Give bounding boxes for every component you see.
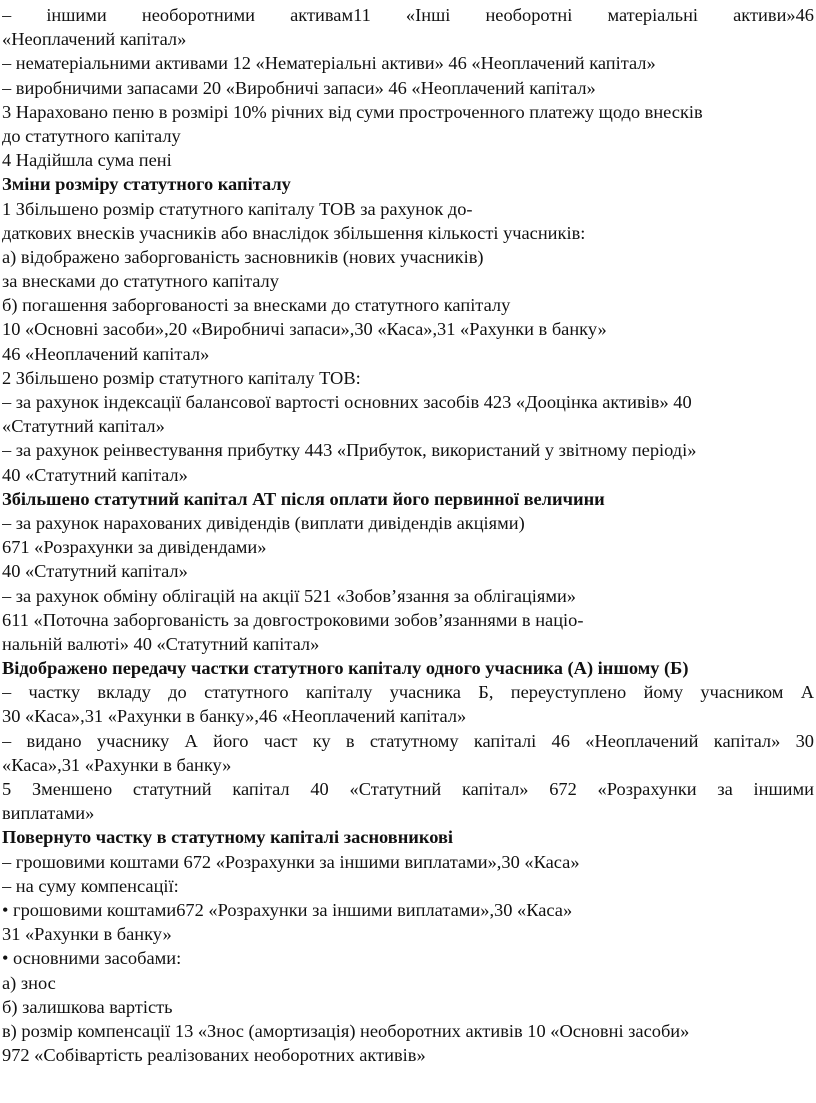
text-line: – за рахунок індексації балансової вартості основних засобів 423 «Дооцінка активів» 40 (2, 392, 692, 412)
text-line: 40 «Статутний капітал» (2, 464, 188, 485)
text-line: 2 Збільшено розмір статутного капіталу ТОВ: (2, 367, 361, 388)
text-line: до статутного капіталу (2, 125, 181, 146)
text-line: б) залишкова вартість (2, 996, 173, 1017)
text-line: 1 Збільшено розмір статутного капіталу ТОВ за рахунок до- (2, 198, 473, 219)
text-line: а) відображено заборгованість засновників (нових учасників) (2, 246, 484, 267)
text-line: – за рахунок нарахованих дивідендів (виплати дивідендів акціями) (2, 512, 525, 533)
text-line: – частку вкладу до статутного капіталу учасника Б, переуступлено йому учасником А (2, 682, 814, 703)
text-line: – нематеріальними активами 12 «Нематеріальні активи» 46 «Неоплачений капітал» (2, 53, 656, 74)
text-line: 46 «Неоплачений капітал» (2, 343, 210, 364)
text-line: за внесками до статутного капіталу (2, 271, 279, 292)
text-line: 30 «Каса»,31 «Рахунки в банку»,46 «Неоплачений капітал» (2, 706, 467, 727)
section-heading: Відображено передачу частки статутного капіталу одного учасника (А) іншому (Б) (2, 658, 689, 679)
text-line: – за рахунок обміну облігацій на акції 521 «Зобов’язання за облігаціями» (2, 585, 576, 606)
section-heading: Повернуто частку в статутному капіталі засновникові (2, 827, 454, 848)
text-line: 3 Нараховано пеню в розмірі 10% річних від суми простроченного платежу щодо внесків (2, 101, 703, 122)
text-line: – виробничими запасами 20 «Виробничі запаси» 46 «Неоплачений капітал» (2, 77, 596, 98)
document-page (2, 3, 814, 1067)
text-line: – за рахунок реінвестування прибутку 443 «Прибуток, використаний у звітному періоді» (2, 440, 697, 461)
text-line: 40 «Статутний капітал» (2, 561, 188, 582)
text-line: б) погашення заборгованості за внесками до статутного капіталу (2, 295, 511, 316)
text-line: «Каса»,31 «Рахунки в банку» (2, 754, 232, 775)
text-line: «Статутний капітал» (2, 416, 165, 437)
text-line: – грошовими коштами 672 «Розрахунки за іншими виплатами»,30 «Каса» (2, 851, 580, 872)
text-line: 4 Надійшла сума пені (2, 150, 172, 171)
text-line: • основними засобами: (2, 948, 182, 969)
section-heading: Збільшено статутний капітал АТ після оплати його первинної величини (2, 488, 605, 509)
text-line: нальній валюті» 40 «Статутний капітал» (2, 633, 320, 654)
text-line: а) знос (2, 972, 56, 993)
text-line: в) розмір компенсації 13 «Знос (амортизація) необоротних активів 10 «Основні засоби» (2, 1020, 690, 1041)
text-line: • грошовими коштами672 «Розрахунки за іншими виплатами»,30 «Каса» (2, 899, 573, 920)
text-line: 611 «Поточна заборгованість за довгостроковими зобов’язаннями в націо- (2, 609, 584, 630)
text-line: даткових внесків учасників або внаслідок збільшення кількості учасників: (2, 222, 586, 243)
text-line: – на суму компенсації: (2, 875, 179, 896)
text-line: 5 Зменшено статутний капітал 40 «Статутний капітал» 672 «Розрахунки за іншими (2, 779, 814, 799)
section-heading: Зміни розміру статутного капіталу (2, 174, 291, 195)
text-line: «Неоплачений капітал» (2, 29, 187, 50)
text-line: – іншими необоротними активам11 «Інші необоротні матеріальні активи»46 (2, 5, 814, 25)
text-line: виплатами» (2, 803, 95, 824)
text-line: 671 «Розрахунки за дивідендами» (2, 537, 267, 558)
text-line: – видано учаснику А його част ку в статутному капіталі 46 «Неоплачений капітал» 30 (2, 730, 814, 751)
text-line: 972 «Собівартість реалізованих необоротних активів» (2, 1045, 426, 1066)
text-line: 10 «Основні засоби»,20 «Виробничі запаси»,30 «Каса»,31 «Рахунки в банку» (2, 319, 607, 340)
text-line: 31 «Рахунки в банку» (2, 924, 172, 945)
